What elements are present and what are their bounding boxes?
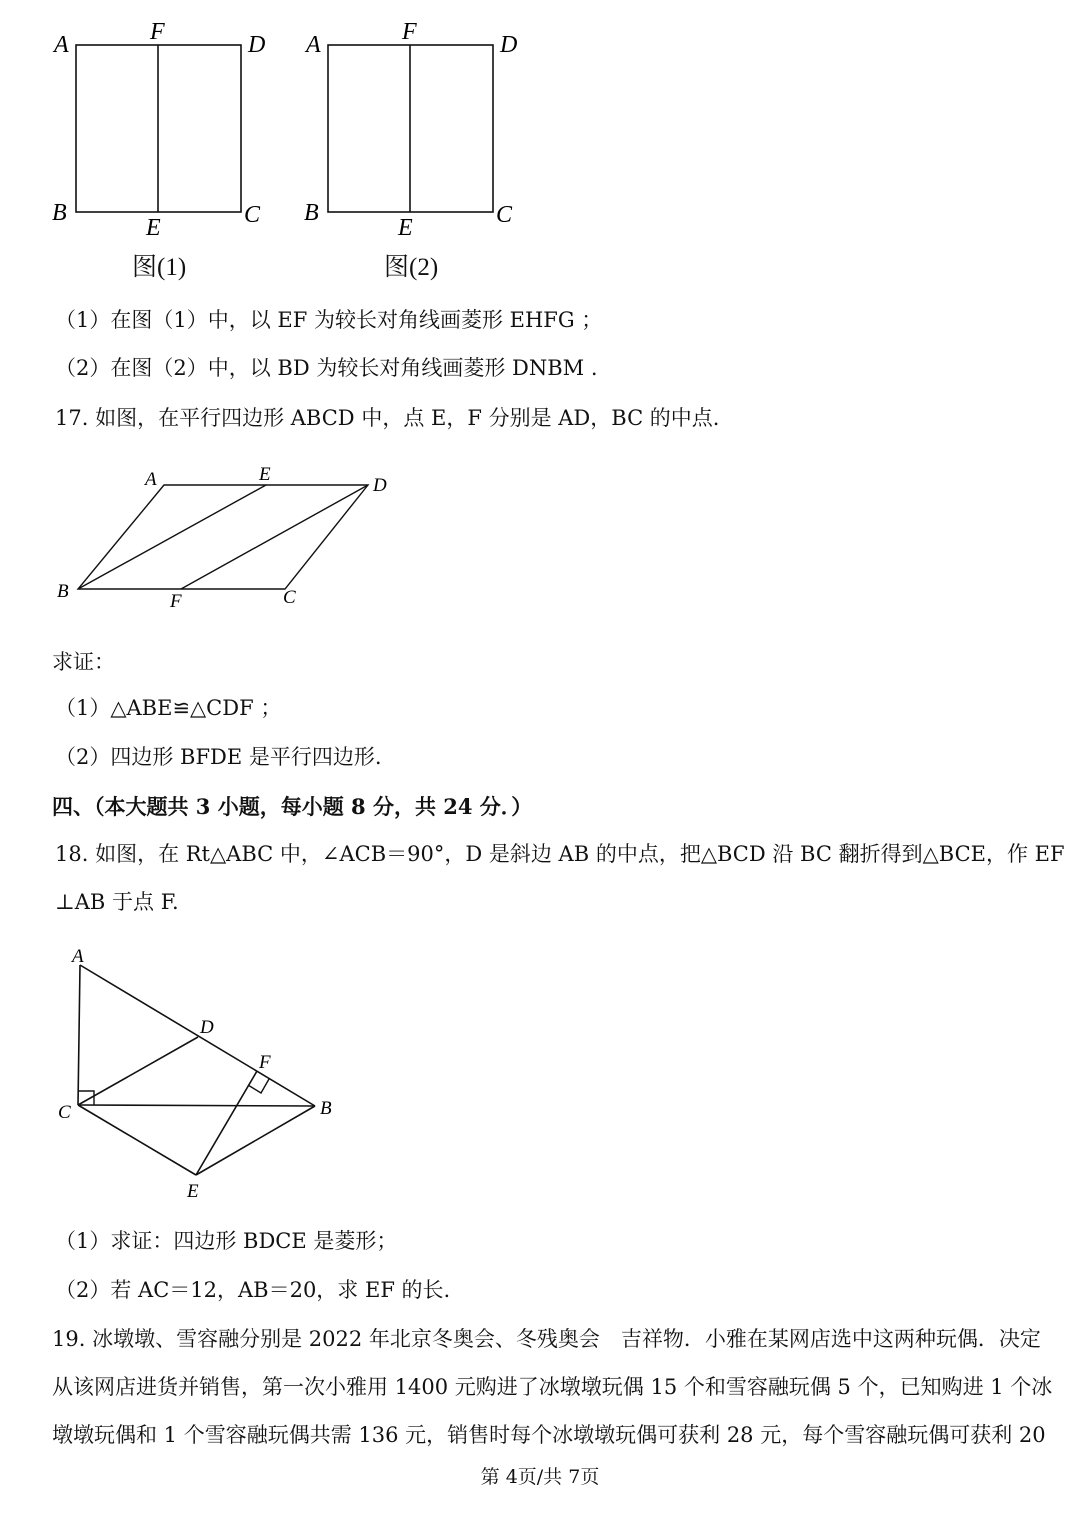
figure-18 [50,935,350,1210]
section-4-heading: 四、（本大题共 3 小题，每小题 8 分，共 24 分．） [52,794,533,819]
label-b: B [52,200,67,226]
label-d: D [373,475,387,496]
segment-ac [78,965,80,1105]
figure-1 [40,15,280,285]
segment-cd [78,1037,198,1105]
q18-part1: （1）求证：四边形 BDCE 是菱形； [55,1229,398,1253]
label-e: E [259,464,271,485]
q17-stem: 17. 如图，在平行四边形 ABCD 中，点 E，F 分别是 AD，BC 的中点. [55,406,720,430]
q19-line3: 墩墩玩偶和 1 个雪容融玩偶共需 136 元，销售时每个冰墩墩玩偶可获利 28 元，每个雪容融玩偶可获利 20 [52,1423,1046,1447]
label-a: A [145,469,157,490]
figure-1-caption: 图(1) [132,254,187,281]
segment-cb [78,1105,315,1106]
parallelogram-abcd [78,485,368,589]
q18-stem-line1: 18. 如图，在 Rt△ABC 中，∠ACB＝90°，D 是斜边 AB 的中点，把△BCD 沿 BC 翻折得到△BCE，作 EF [55,842,1065,866]
segment-eb [196,1106,315,1175]
label-b: B [320,1098,332,1119]
label-d: D [500,32,518,58]
label-c: C [58,1102,71,1123]
q19-line1: 19. 冰墩墩、雪容融分别是 2022 年北京冬奥会、冬残奥会 吉祥物．小雅在某网店选中这两种玩偶．决定 [52,1327,1041,1351]
q17-prove-label: 求证： [52,650,115,674]
label-d: D [248,32,266,58]
label-a: A [54,32,69,58]
q17-part1: （1）△ABE≌△CDF ； [55,696,282,720]
label-d: D [200,1017,214,1038]
q16-part2: （2）在图（2）中，以 BD 为较长对角线画菱形 DNBM . [55,356,598,380]
label-e: E [187,1181,199,1202]
label-e: E [398,215,413,241]
segment-fd [181,485,368,589]
segment-ce [78,1105,196,1175]
label-f: F [259,1052,271,1073]
label-c: C [283,587,296,608]
label-f: F [150,19,165,45]
figure-2-caption: 图(2) [384,254,439,281]
label-a: A [72,946,84,967]
q19-line2: 从该网店进货并销售，第一次小雅用 1400 元购进了冰墩墩玩偶 15 个和雪容融玩偶 5 个，已知购进 1 个冰 [52,1375,1053,1399]
q16-part1: （1）在图（1）中，以 EF 为较长对角线画菱形 EHFG ； [55,308,603,332]
q18-part2: （2）若 AC＝12，AB＝20，求 EF 的长. [55,1278,451,1302]
label-c: C [496,202,513,228]
page-number: 第 4页/共 7页 [480,1466,600,1488]
label-e: E [146,215,161,241]
q18-stem-line2: ⊥AB 于点 F. [55,890,179,914]
segment-be [78,485,266,589]
segment-ab [80,965,315,1106]
q17-part2: （2）四边形 BFDE 是平行四边形. [55,745,382,769]
label-c: C [244,202,261,228]
label-a: A [306,32,321,58]
segment-ef [196,1071,257,1175]
figure-2 [292,15,532,285]
figure-17 [50,455,410,615]
label-b: B [304,200,319,226]
label-f: F [402,19,417,45]
label-f: F [170,591,182,612]
label-b: B [57,581,69,602]
